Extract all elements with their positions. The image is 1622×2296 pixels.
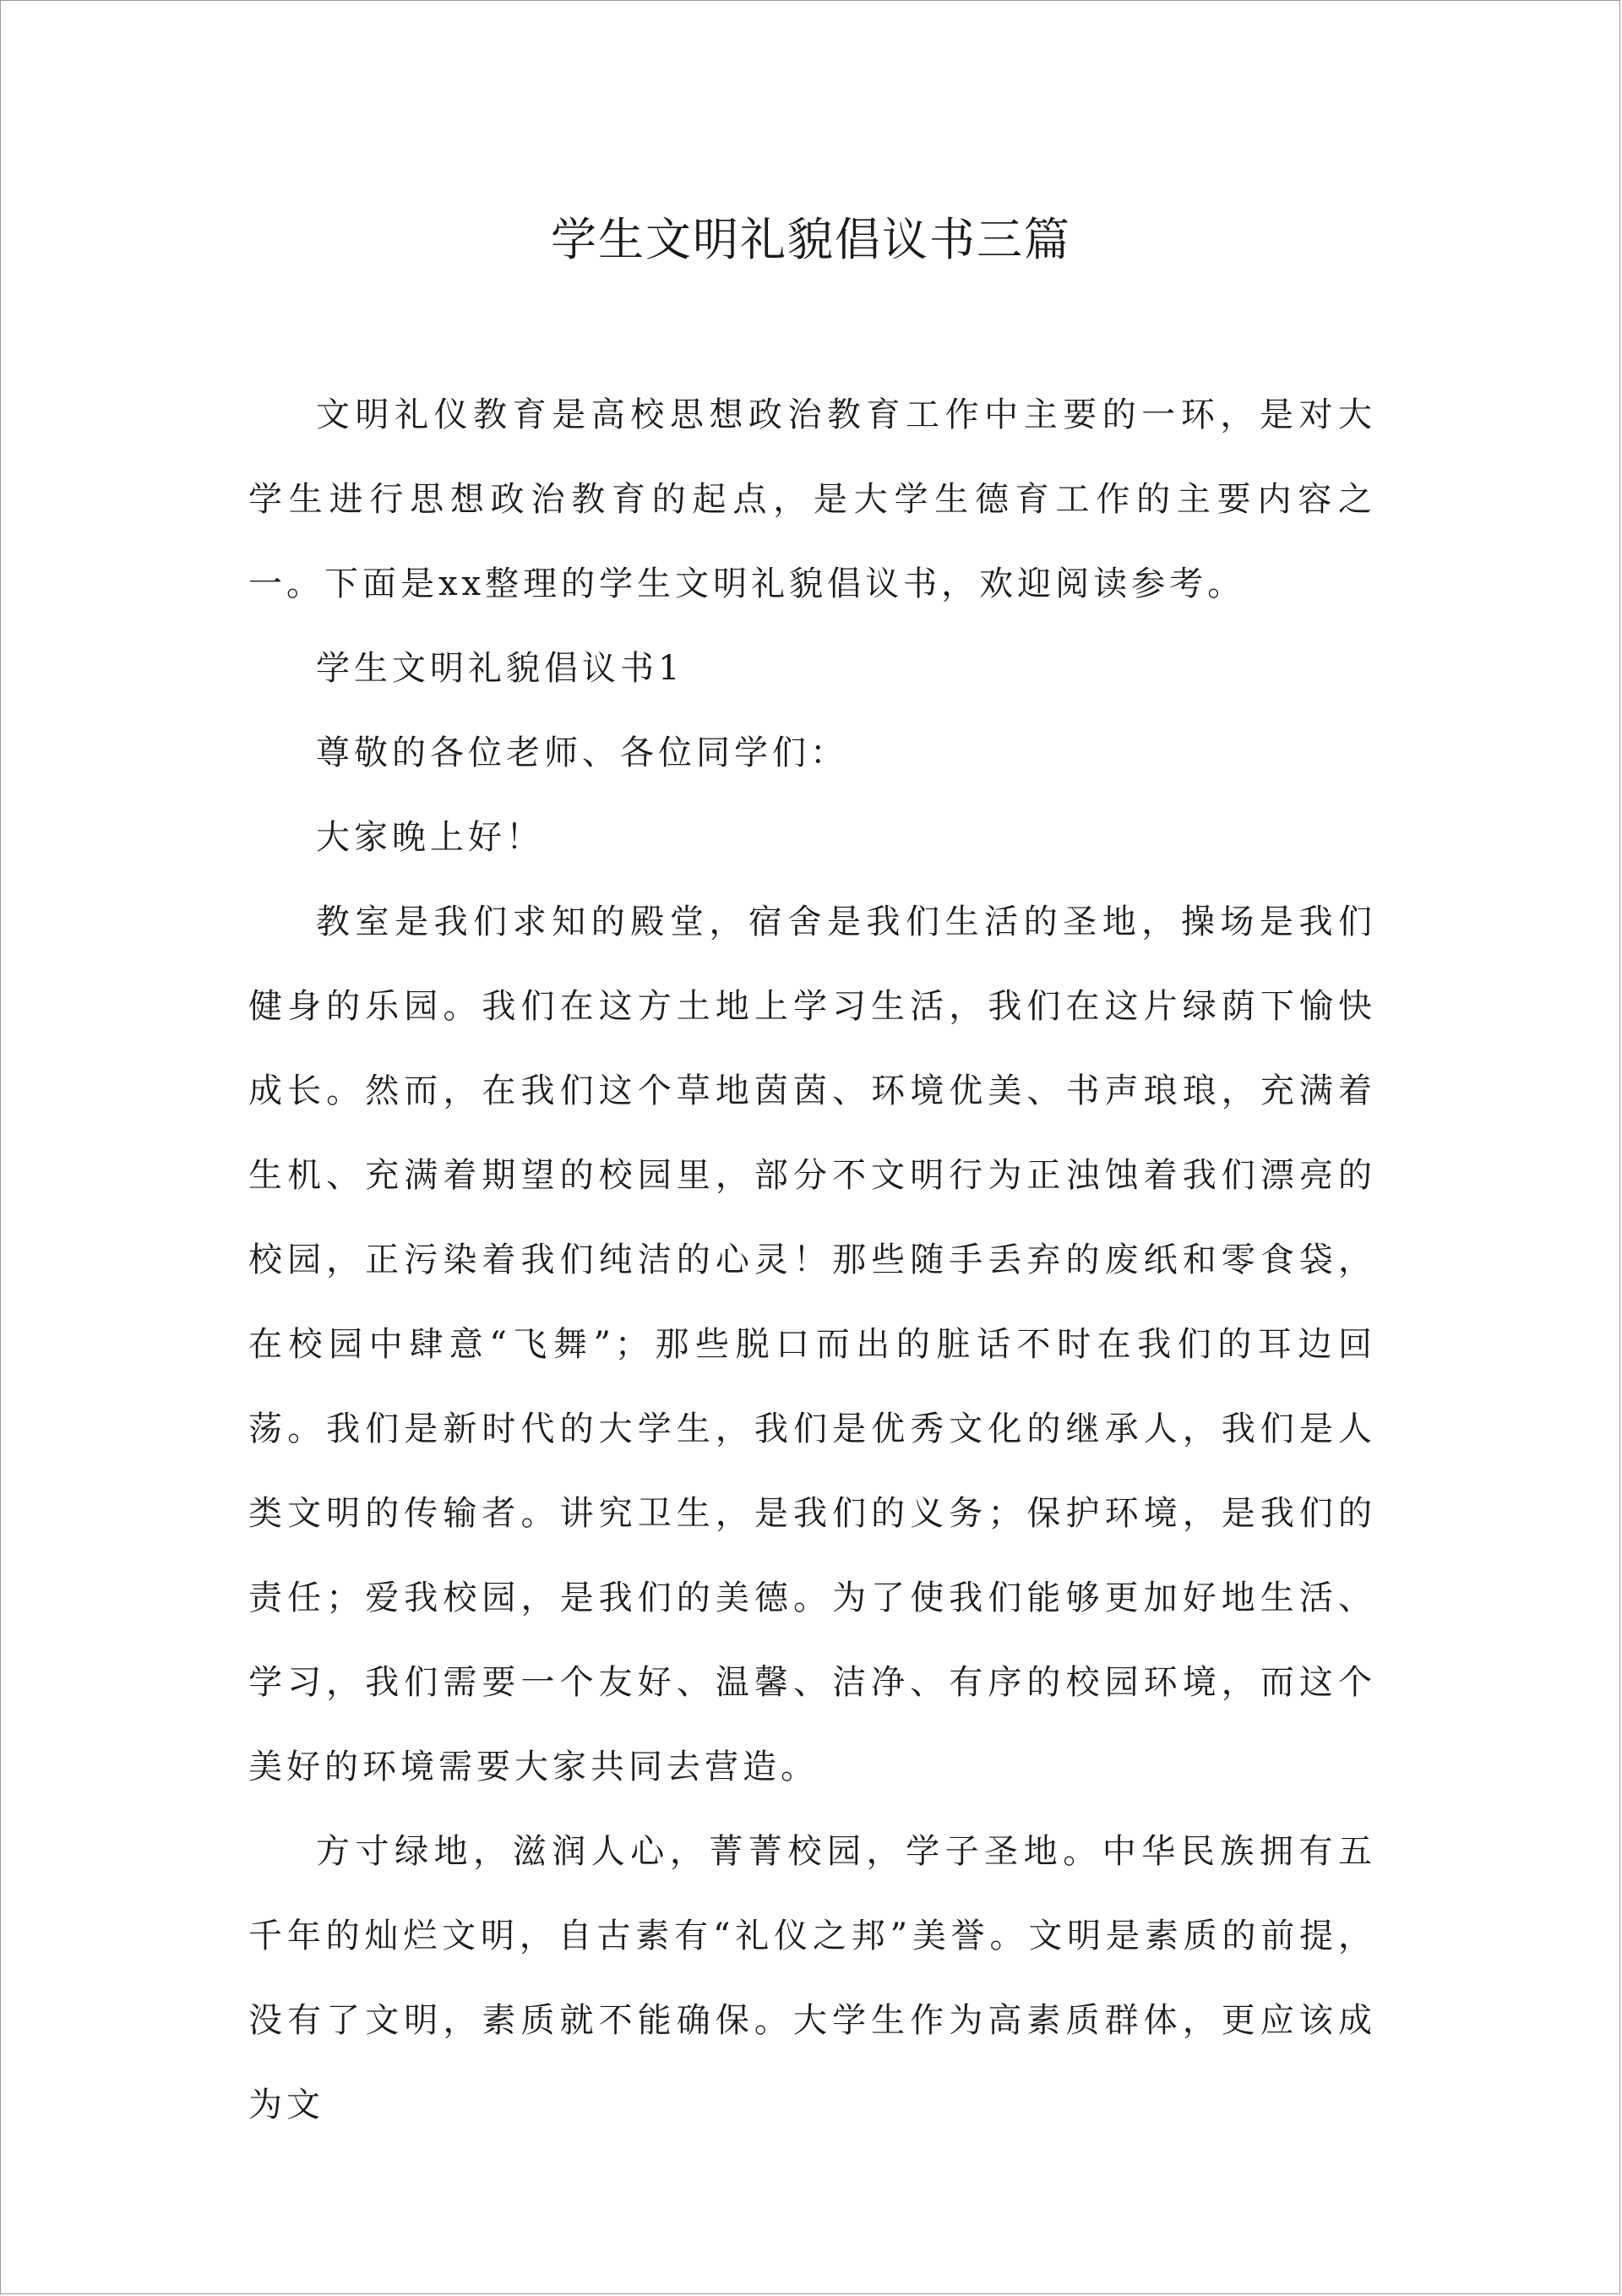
paragraph-salutation: 尊敬的各位老师、各位同学们：	[316, 734, 848, 772]
paragraph-greeting: 大家晚上好！	[316, 818, 544, 857]
paragraph-campus: 教室是我们求知的殿堂，宿舍是我们生活的圣地，操场是我们健身的乐园。我们在这方土地上学习生活，我们在这片绿荫下愉快成长。然而，在我们这个草地茵茵、环境优美、书声琅琅，充满着生机、充满着期望的校园里，部分不文明行为正浊蚀着我们漂亮的校园，正污染着我们纯洁的心灵！那些随手丢弃的废纸和零食袋，在校园中肆意“飞舞”；那些脱口而出的脏话不时在我们的耳边回荡。我们是新时代的大学生，我们是优秀文化的继承人，我们是人类文明的传输者。讲究卫生，是我们的义务；保护环境，是我们的责任；爱我校园，是我们的美德。为了使我们能够更加好地生活、学习，我们需要一个友好、温馨、洁净、有序的校园环境，而这个美好的环境需要大家共同去营造。	[248, 903, 1376, 1786]
paragraph-civilization: 方寸绿地，滋润人心，菁菁校园，学子圣地。中华民族拥有五千年的灿烂文明，自古素有“礼仪之邦”美誉。文明是素质的前提，没有了文明，素质就不能确保。大学生作为高素质群体，更应该成为文	[248, 1832, 1376, 2124]
paragraph-heading-1: 学生文明礼貌倡议书1	[316, 649, 684, 688]
document-body	[248, 373, 1376, 2147]
paragraph-intro: 文明礼仪教育是高校思想政治教育工作中主要的一环，是对大学生进行思想政治教育的起点，是大学生德育工作的主要内容之一。下面是xx整理的学生文明礼貌倡议书，欢迎阅读参考。	[248, 395, 1376, 603]
document-title: 学生文明礼貌倡议书三篇	[551, 213, 1071, 266]
